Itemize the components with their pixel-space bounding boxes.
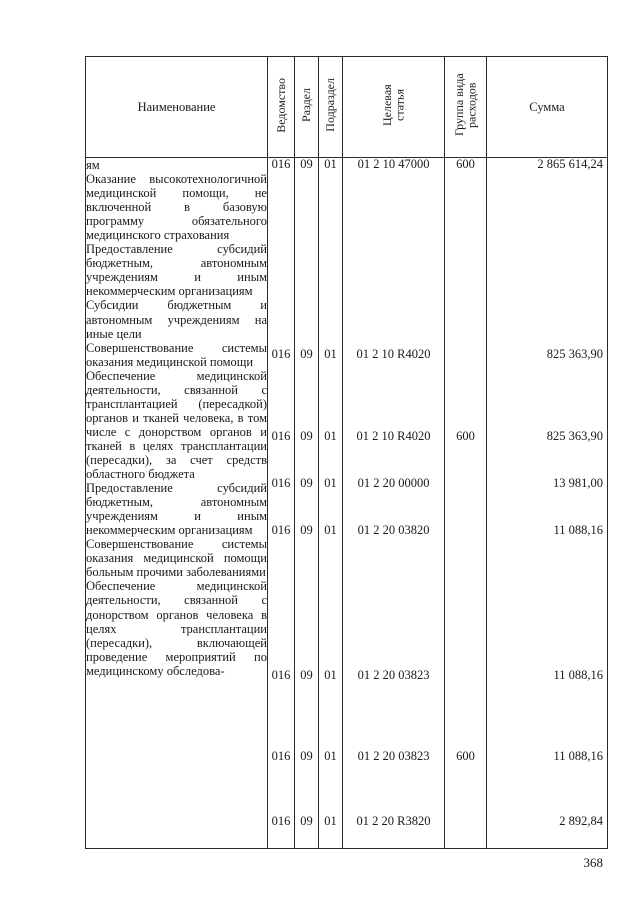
header-name: Наименование	[86, 57, 268, 158]
ved-value: 016	[271, 157, 291, 171]
razdel-value: 09	[300, 814, 313, 828]
group-value: 600	[456, 749, 475, 763]
ved-value: 016	[271, 429, 291, 443]
podrazdel-value: 01	[324, 814, 337, 828]
ved-value: 016	[271, 476, 291, 490]
podrazdel-column	[319, 158, 343, 849]
ved-value: 016	[271, 523, 291, 537]
razdel-column	[295, 158, 319, 849]
budget-table	[85, 56, 608, 849]
ved-value: 016	[271, 749, 291, 763]
sum-value: 13 981,00	[553, 476, 603, 490]
row-name: Обеспечение медицинской деятельности, связанной с донорством органов человека в целях трансплантации (пересадки), включающей проведение мероприятий по медицинскому обследова-	[86, 579, 267, 678]
podrazdel-value: 01	[324, 523, 337, 537]
row-name: Предоставление субсидий бюджетным, автономным учреждениям и иным некоммерческим организациям	[86, 242, 267, 299]
sum-column	[487, 158, 608, 849]
target-value: 01 2 20 00000	[357, 476, 430, 490]
header-podrazdel: Подраздел	[319, 57, 343, 158]
row-name: Субсидии бюджетным и автономным учреждениям на иные цели	[86, 298, 267, 341]
razdel-value: 09	[300, 749, 313, 763]
razdel-value: 09	[300, 157, 313, 171]
sum-value: 11 088,16	[553, 749, 603, 763]
razdel-value: 09	[300, 668, 313, 682]
ved-column	[268, 158, 295, 849]
header-razdel: Раздел	[295, 57, 319, 158]
row-name: Обеспечение медицинской деятельности, связанной с трансплантацией (пересадкой) органов и тканей человека, в том числе с донорством органов и тканей в целях трансплантации (пересадки), за счет средств областного бюджета	[86, 368, 267, 482]
page-number: 368	[583, 855, 603, 870]
sum-value: 825 363,90	[546, 347, 603, 361]
target-value: 01 2 20 03823	[357, 749, 430, 763]
header-group: Группа вида расходов	[445, 57, 487, 158]
podrazdel-value: 01	[324, 476, 337, 490]
table-body-row	[86, 158, 608, 849]
ved-value: 016	[271, 668, 291, 682]
row-name: Оказание высокотехнологичной медицинской помощи, не включенной в базовую программу обязательного медицинского страхования	[86, 172, 267, 243]
ved-value: 016	[271, 347, 291, 361]
target-value: 01 2 20 R3820	[356, 814, 431, 828]
row-name: Совершенствование системы оказания медицинской помощи больным прочими заболеваниями	[86, 537, 267, 580]
header-ved: Ведомство	[268, 57, 295, 158]
razdel-value: 09	[300, 523, 313, 537]
ved-value: 016	[271, 814, 291, 828]
header-sum: Сумма	[487, 57, 608, 158]
podrazdel-value: 01	[324, 429, 337, 443]
sum-value: 2 892,84	[559, 814, 603, 828]
target-value: 01 2 20 03823	[357, 668, 430, 682]
row-name: Предоставление субсидий бюджетным, автономным учреждениям и иным некоммерческим организациям	[86, 481, 267, 538]
name-column	[86, 158, 268, 849]
row-name: ям	[86, 158, 100, 172]
table-header-row	[86, 57, 608, 158]
group-column	[445, 158, 487, 849]
sum-value: 11 088,16	[553, 668, 603, 682]
razdel-value: 09	[300, 347, 313, 361]
group-value: 600	[456, 429, 475, 443]
row-name: Совершенствование системы оказания медицинской помощи	[86, 340, 267, 369]
sum-value: 825 363,90	[546, 429, 603, 443]
target-column	[343, 158, 445, 849]
podrazdel-value: 01	[324, 347, 337, 361]
podrazdel-value: 01	[324, 668, 337, 682]
sum-value: 2 865 614,24	[537, 157, 603, 171]
target-value: 01 2 10 R4020	[356, 429, 431, 443]
sum-value: 11 088,16	[553, 523, 603, 537]
podrazdel-value: 01	[324, 749, 337, 763]
target-value: 01 2 10 47000	[357, 157, 430, 171]
header-target: Целевая статья	[343, 57, 445, 158]
target-value: 01 2 10 R4020	[356, 347, 431, 361]
group-value: 600	[456, 157, 475, 171]
podrazdel-value: 01	[324, 157, 337, 171]
razdel-value: 09	[300, 429, 313, 443]
target-value: 01 2 20 03820	[357, 523, 430, 537]
razdel-value: 09	[300, 476, 313, 490]
